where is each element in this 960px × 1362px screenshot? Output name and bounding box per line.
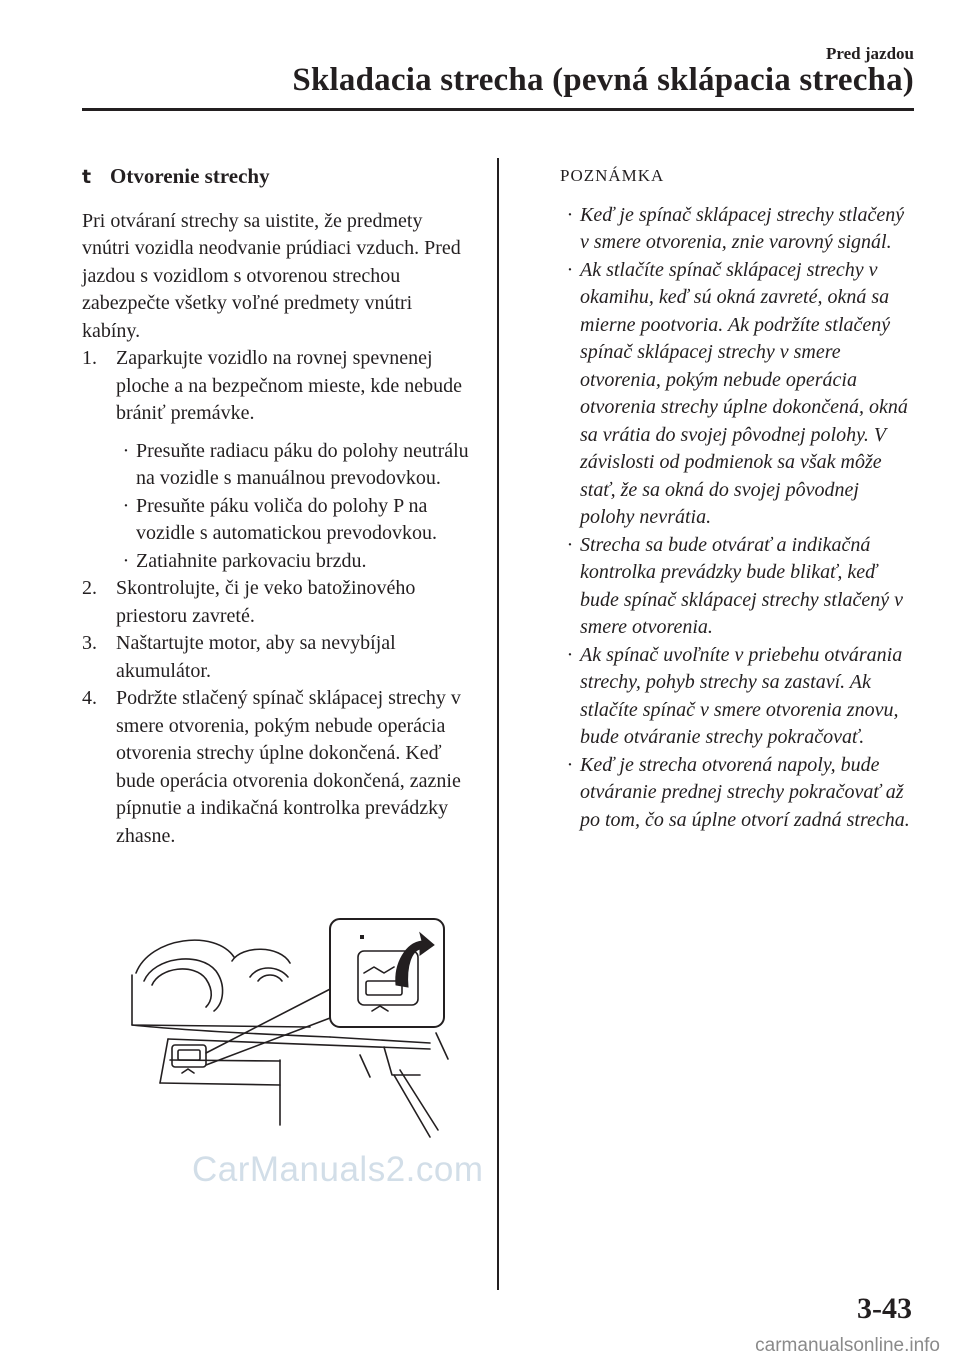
substep-list [82, 438, 474, 576]
note-heading: POZNÁMKA [560, 166, 665, 185]
column-divider [497, 158, 499, 1290]
page-number: 3-43 [857, 1292, 912, 1325]
note-text: Ak spínač uvoľníte v priebehu otvárania strechy, pohyb strechy sa zastaví. Ak stlačíte spínač v smere otvorenia znovu, bude otváranie strechy pokračovať. [580, 643, 903, 748]
intro-paragraph: Pri otváraní strechy sa uistite, že predmety vnútri vozidla neodvanie prúdiaci vzduch. Pred jazdou s vozidlom s otvorenou strechou zabezpečte všetky voľné predmety vnútri kabíny. [82, 209, 461, 342]
footer-link[interactable]: carmanualsonline.info [755, 1335, 940, 1356]
step-2 [82, 575, 474, 630]
substep-text: Zatiahnite parkovaciu brzdu. [136, 549, 367, 572]
note-text: Keď je strecha otvorená napoly, bude otváranie prednej strechy pokračovať až po tom, čo sa úplne otvorí zadná strecha. [580, 753, 910, 831]
note-text: Ak stlačíte spínač sklápacej strechy v okamihu, keď sú okná zavreté, okná sa mierne pootvoria. Ak podržíte stlačený spínač sklápacej strechy v smere otvorenia, pokým nebude operácia otvorenia strechy úplne dokončená, okná sa vrátia do svojej pôvodnej polohy. V závislosti od podmienok sa však môže stať, že sa okná do svojej pôvodnej polohy nevrátia. [580, 258, 908, 528]
note-text: Strecha sa bude otvárať a indikačná kontrolka prevádzky bude blikať, keď bude spínač sklápacej strechy stlačený v smere otvorenia. [580, 533, 904, 638]
header-section: Pred jazdou [826, 44, 914, 63]
section-heading-text: Otvorenie strechy [110, 164, 270, 188]
section-heading [82, 163, 474, 192]
step-number: 4. [82, 687, 97, 709]
section-marker-icon: t [82, 166, 92, 188]
step-4 [82, 685, 474, 850]
bullet-icon: · [122, 494, 130, 517]
bullet-icon: · [566, 533, 574, 556]
substep-text: Presuňte páku voliča do polohy P na vozidle s automatickou prevodovkou. [136, 494, 438, 544]
bullet-icon: · [566, 258, 574, 281]
watermark: CarManuals2.com [192, 1150, 484, 1189]
step-text: Skontrolujte, či je veko batožinového priestoru zavreté. [116, 577, 416, 627]
header-rule [82, 108, 914, 111]
step-number: 3. [82, 632, 97, 654]
step-text: Naštartujte motor, aby sa nevybíjal akumulátor. [116, 632, 396, 682]
substep-text: Presuňte radiacu páku do polohy neutrálu na vozidle s manuálnou prevodovkou. [136, 439, 469, 489]
step-3 [82, 630, 474, 685]
step-number: 2. [82, 577, 97, 599]
bullet-icon: · [566, 203, 574, 226]
note-item [560, 642, 912, 752]
bullet-icon: · [122, 549, 130, 572]
bullet-icon: · [566, 643, 574, 666]
bullet-icon: · [566, 753, 574, 776]
left-column [82, 160, 474, 850]
step-number: 1. [82, 347, 97, 369]
step-1 [82, 345, 474, 428]
note-item [560, 532, 912, 642]
note-item [560, 257, 912, 532]
right-column [560, 160, 912, 834]
roof-switch-illustration [130, 915, 450, 1140]
note-text: Keď je spínač sklápacej strechy stlačený v smere otvorenia, znie varovný signál. [580, 203, 905, 253]
step-text: Zaparkujte vozidlo na rovnej spevnenej ploche a na bezpečnom mieste, kde nebude brániť premávke. [116, 347, 462, 424]
note-item [560, 202, 912, 257]
step-text: Podržte stlačený spínač sklápacej strechy v smere otvorenia, pokým nebude operácia otvorenia strechy úplne dokončená. Keď bude operácia otvorenia dokončená, zaznie pípnutie a indikačná kontrolka prevádzky zhasne. [116, 687, 461, 847]
page-title: Skladacia strecha (pevná sklápacia strecha) [292, 62, 914, 98]
substep [116, 493, 474, 548]
substep [116, 548, 474, 576]
note-item [560, 752, 912, 835]
bullet-icon: · [122, 439, 130, 462]
substep [116, 438, 474, 493]
